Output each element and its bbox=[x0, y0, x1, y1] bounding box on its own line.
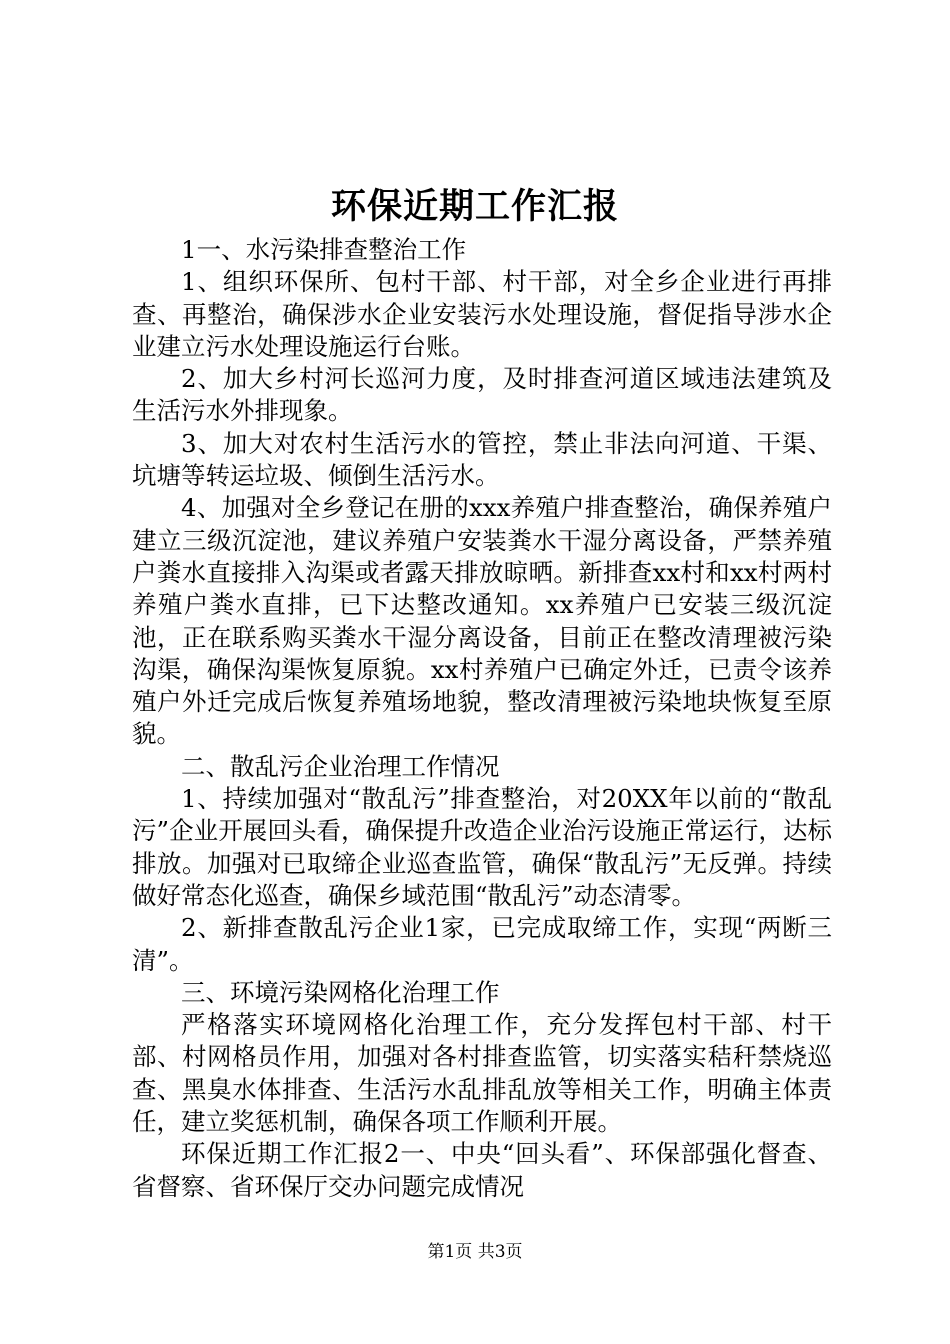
paragraph-rural-sewage: 3、加大对农村生活污水的管控，禁止非法向河道、干渠、坑塘等转运垃圾、倾倒生活污水。 bbox=[132, 428, 832, 491]
paragraph-new-scattered-enterprise: 2、新排查散乱污企业1家，已完成取缔工作，实现“两断三清”。 bbox=[132, 913, 832, 975]
section-heading-scattered-enterprises: 二、散乱污企业治理工作情况 bbox=[181, 751, 500, 781]
section-heading-grid-governance: 三、环境污染网格化治理工作 bbox=[181, 977, 500, 1007]
paragraph-enterprise-inspection: 1、组织环保所、包村干部、村干部，对全乡企业进行再排查、再整治，确保涉水企业安装污水处理设施，督促指导涉水企业建立污水处理设施运行台账。 bbox=[132, 267, 832, 361]
paragraph-river-patrol: 2、加大乡村河长巡河力度，及时排查河道区域违法建筑及生活污水外排现象。 bbox=[132, 364, 832, 426]
paragraph-scattered-rectification: 1、持续加强对“散乱污”排查整治，对20XX年以前的“散乱污”企业开展回头看，确保提升改造企业治污设施正常运行，达标排放。加强对已取缔企业巡查监管，确保“散乱污”无反弹。持续做好常态化巡查，确保乡域范围“散乱污”动态清零。 bbox=[132, 784, 832, 910]
paragraph-grid-governance: 严格落实环境网格化治理工作，充分发挥包村干部、村干部、村网格员作用，加强对各村排查监管，切实落实秸秆禁烧巡查、黑臭水体排查、生活污水乱排乱放等相关工作，明确主体责任，建立奖惩机制，确保各项工作顺利开展。 bbox=[132, 1010, 832, 1137]
document-title: 环保近期工作汇报 bbox=[330, 186, 619, 227]
document-body bbox=[132, 234, 832, 1203]
paragraph-report-two: 环保近期工作汇报2一、中央“回头看”、环保部强化督查、省督察、省环保厅交办问题完成情况 bbox=[132, 1139, 832, 1201]
paragraph-livestock-farms: 4、加强对全乡登记在册的xxx养殖户排查整治，确保养殖户建立三级沉淀池，建议养殖户安装粪水干湿分离设备，严禁养殖户粪水直接排入沟渠或者露天排放晾晒。新排查xx村和xx村两村养殖户粪水直排，已下达整改通知。xx养殖户已安装三级沉淀池，正在联系购买粪水干湿分离设备，目前正在整改清理被污染沟渠，确保沟渠恢复原貌。xx村养殖户已确定外迁，已责令该养殖户外迁完成后恢复养殖场地貌，整改清理被污染地块恢复至原貌。 bbox=[132, 493, 832, 749]
page-footer: 第1页 共3页 bbox=[427, 1242, 523, 1262]
section-heading-water-pollution: 1一、水污染排查整治工作 bbox=[181, 235, 467, 264]
